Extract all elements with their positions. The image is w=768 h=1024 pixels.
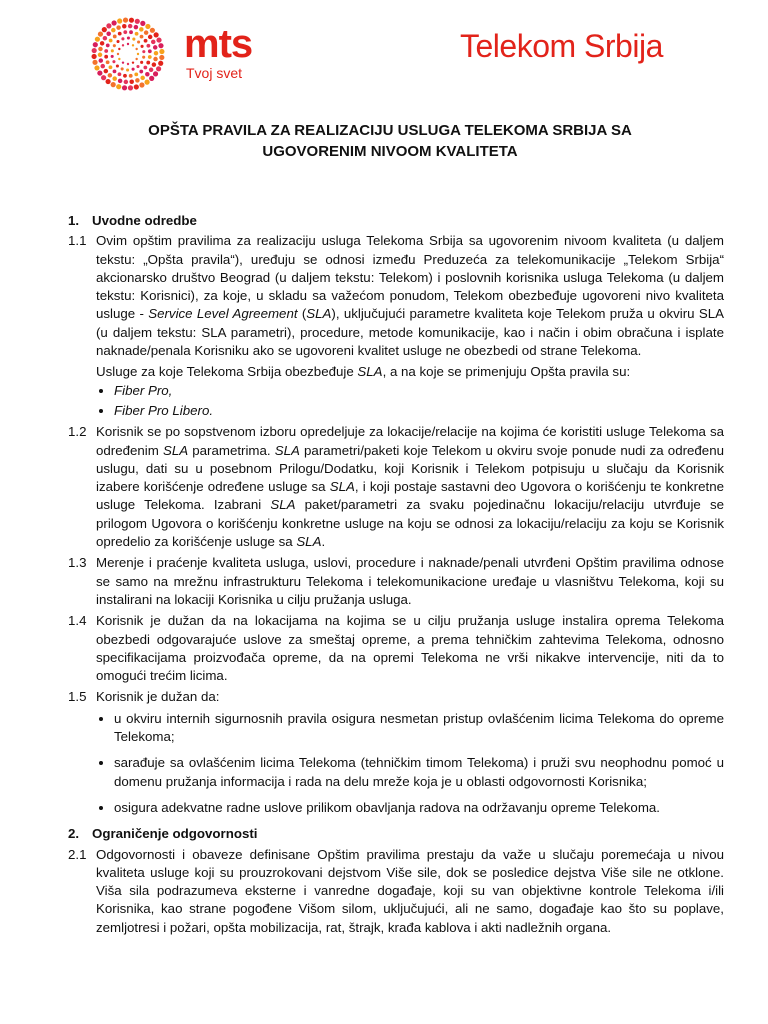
burst-dot [148, 35, 153, 40]
burst-dot [144, 80, 149, 85]
burst-dot [104, 55, 108, 59]
burst-dot [139, 27, 144, 32]
burst-dot [122, 61, 124, 63]
burst-dot [116, 84, 121, 89]
burst-dot [154, 51, 159, 56]
burst-dot [144, 30, 149, 34]
paragraph-text: Korisnik se po sopstvenom izboru opredeljuje za lokacije/relacije na kojima će koristiti usluge Telekoma sa određenim SLA parametrima. SLA parametri/paketi koje Telekom u okviru svoje ponude nudi za određenu uslugu, dati su u posebnom Prilogu/Dodatku, koji Korisnik i Telekom potpisuju u slučaju da Korisnik izabere korišćenje određene usluge sa SLA, i koji postaje sastavni deo Ugovora o korišćenju te konkretne usluge Telekoma. Izabrani SLA paket/parametri za svaku pojedinačnu lokaciju/relaciju utvrđuje se prilogom Ugovora o korišćenju konkretne usluge na koju se odnosi za lokaciju/relaciju za koju se Korisnik opredelio za korišćenje usluge sa SLA. [96, 424, 724, 550]
section-1-heading [68, 212, 724, 230]
burst-dot [118, 48, 120, 50]
burst-dot [121, 37, 124, 40]
burst-dot [106, 44, 110, 48]
paragraph-1-3 [68, 554, 724, 609]
paragraph-2-1 [68, 846, 724, 937]
burst-dot [118, 72, 122, 76]
burst-dot [123, 74, 127, 78]
section-title: Uvodne odredbe [92, 213, 197, 228]
burst-dot [142, 56, 145, 59]
burst-dot [92, 60, 97, 65]
section-title: Ograničenje odgovornosti [92, 826, 258, 842]
burst-dot [117, 53, 119, 55]
burst-dot [111, 28, 116, 33]
burst-dot [151, 40, 156, 45]
burst-dot [101, 64, 106, 69]
burst-dot [152, 62, 157, 67]
section-2-heading [68, 825, 724, 843]
burst-dot [124, 80, 129, 85]
burst-dot [146, 61, 150, 65]
burst-dot [104, 69, 109, 74]
burst-dot [128, 85, 133, 90]
list-item: • osigura adekvatne radne uslove prilikom obavljanja radova na održavanju opreme Telekoma. [114, 799, 724, 817]
burst-dot [109, 39, 113, 43]
document-title [70, 120, 710, 162]
burst-dot [93, 42, 98, 47]
burst-dot [153, 57, 158, 62]
burst-dot [144, 39, 148, 43]
burst-dot [139, 82, 144, 87]
paragraph-number: 1.2 [68, 424, 87, 440]
burst-dot [129, 74, 133, 78]
burst-dot [132, 44, 134, 46]
burst-dot [108, 73, 113, 78]
burst-dot [122, 44, 124, 46]
burst-dot [142, 50, 145, 53]
burst-dot [140, 61, 143, 64]
paragraph-text: Merenje i praćenje kvaliteta usluga, uslovi, procedure i naknade/penali utvrđeni Opštim pravilima odnose se samo na mrežnu infrastrukturu Telekoma i telekomunikacione uređaje u vlasništvu Telekoma, koji su instalirani na lokaciji Korisnika u cilju pružanja usluga. [96, 555, 724, 607]
burst-dot [148, 49, 152, 53]
burst-dot [156, 37, 161, 42]
burst-dot [159, 49, 164, 54]
burst-dot [158, 61, 163, 66]
burst-dot [149, 76, 154, 81]
paragraph-text: Korisnik je dužan da: [96, 689, 220, 705]
burst-dot [140, 76, 145, 81]
burst-dot [134, 25, 139, 30]
burst-dot [136, 65, 139, 68]
burst-dot [116, 64, 119, 67]
burst-dot [132, 38, 135, 41]
paragraph-1-4 [68, 612, 724, 685]
list-item: • u okviru internih sigurnosnih pravila osigura nesmetan pristup ovlašćenim licima Telekoma do opreme Telekoma; [114, 710, 724, 747]
burst-dot [111, 82, 116, 87]
burst-dot [132, 61, 134, 63]
burst-dot [137, 40, 140, 43]
title-line-2: UGOVORENIM NIVOOM KVALITETA [262, 143, 518, 160]
burst-dot [111, 55, 114, 58]
burst-dot [116, 25, 121, 30]
burst-dot [128, 24, 133, 29]
burst-dot [146, 44, 150, 48]
burst-dot [129, 18, 134, 23]
burst-dot [94, 65, 99, 70]
burst-dot [156, 66, 161, 71]
burst-dot [153, 71, 158, 76]
burst-dot [126, 68, 129, 71]
paragraph-number: 1.3 [68, 555, 87, 571]
list-item: • Fiber Pro, [114, 382, 724, 400]
burst-dot [140, 21, 145, 26]
document-body [68, 212, 724, 940]
burst-dot [135, 48, 137, 50]
burst-dot [123, 30, 127, 34]
services-list [96, 382, 724, 421]
paragraph-number: 1.1 [68, 233, 87, 249]
burst-dot [129, 80, 134, 85]
burst-dot [127, 36, 130, 39]
burst-dot [145, 24, 150, 29]
paragraph-1-5 [68, 688, 724, 706]
burst-dot [92, 48, 97, 53]
burst-dot [103, 36, 108, 41]
burst-dot [141, 45, 144, 48]
burst-dot [149, 68, 154, 73]
burst-dot [135, 58, 137, 60]
burst-dot [129, 30, 133, 34]
burst-dot [150, 28, 155, 33]
burst-dot [113, 44, 116, 47]
burst-dot [158, 43, 163, 48]
burst-dot [123, 17, 128, 22]
burst-dot [101, 75, 106, 80]
burst-dot [127, 63, 129, 65]
burst-dot [111, 49, 114, 52]
burst-dot [102, 27, 107, 32]
paragraph-1-2 [68, 423, 724, 551]
burst-dot [140, 35, 144, 39]
burst-dot [135, 32, 139, 36]
paragraph-number: 1.4 [68, 613, 87, 629]
list-item: • Fiber Pro Libero. [114, 402, 724, 420]
burst-dot [134, 72, 138, 76]
burst-dot [135, 19, 140, 24]
paragraph-1-1 [68, 232, 724, 360]
burst-dot [154, 32, 159, 37]
burst-dot [117, 18, 122, 23]
section-number: 1. [68, 213, 80, 228]
burst-dot [105, 79, 110, 84]
burst-dot [116, 40, 119, 43]
burst-dot [134, 84, 139, 89]
telekom-srbija-logo: Telekom Srbija [460, 28, 663, 64]
burst-dot [113, 69, 117, 73]
burst-dot [135, 78, 140, 83]
burst-dot [113, 35, 117, 39]
burst-dot [122, 24, 127, 29]
burst-dot [132, 68, 135, 71]
section-number: 2. [68, 826, 80, 842]
burst-dot [91, 54, 96, 59]
burst-dot [99, 58, 104, 63]
burst-dot [106, 31, 111, 36]
burst-dot [106, 23, 111, 28]
burst-dot [109, 65, 113, 69]
title-line-1: OPŠTA PRAVILA ZA REALIZACIJU USLUGA TELEKOMA SRBIJA SA [148, 122, 632, 139]
mts-wordmark: mts [184, 22, 253, 66]
burst-dot [122, 85, 127, 90]
mts-logo [90, 14, 270, 94]
burst-dot [118, 32, 122, 36]
burst-dot [153, 45, 158, 50]
burst-dot [98, 31, 103, 36]
paragraph-text: Korisnik je dužan da na lokacijama na kojima se u cilju pružanja usluge instalira oprema Telekoma obezbedi odgovarajuće uslove za smeštaj opreme, a prema tehničkim zahtevima Telekoma, odnosno specifikacijama proizvođača opreme, da na opremi Telekoma ne vrši nikakve intervencije, niti da to omogući trećim licima. [96, 613, 724, 684]
burst-dot [98, 47, 103, 52]
burst-dot [137, 53, 139, 55]
paragraph-text: Odgovornosti i obaveze definisane Opštim pravilima prestaju da važe u slučaju poremećaja u nivou kvaliteta usluge koji su prouzrokovani dejstvom Više sile, dok se posledice dejstva Više sile ne otklone. Viša sila podrazumeva eksterne i vanredne događaje, koji su van objektivne kontrole Telekoma i/ili Korisnika, kao strane pogođene Višom silom, uključujući, ali ne samo, događaje kao što su poplave, zemljotresi i požari, opšta mobilizacija, rat, štrajk, krađa kablova i akti nadležnih organa. [96, 846, 724, 935]
obligations-list [96, 710, 724, 817]
burst-dot [143, 66, 147, 70]
burst-dot [112, 76, 117, 81]
burst-dot [98, 53, 103, 58]
mts-slogan: Tvoj svet [186, 65, 243, 81]
paragraph-number: 2.1 [68, 846, 87, 862]
burst-dot [111, 20, 116, 25]
mts-burst-icon [90, 14, 180, 94]
burst-dot [100, 41, 105, 46]
burst-dot [97, 70, 102, 75]
burst-dot [139, 70, 143, 74]
burst-dot [145, 72, 150, 77]
burst-dot [118, 79, 123, 84]
burst-dot [104, 49, 108, 53]
burst-dot [148, 55, 152, 59]
paragraph-text: Ovim opštim pravilima za realizaciju usluga Telekoma Srbija sa ugovorenim nivoom kvaliteta (u daljem tekstu: „Opšta pravila“), uređuju se odnosi između Preduzeća za telekomunikacije „Telekom Srbija“ akcionarsko društvo Beograd (u daljem tekstu: Telekom) i poslovnih korisnika usluga Telekoma (u daljem tekstu: Korisnici), za koje, u skladu sa važećom ponudom, Telekom obezbeđuje ugovoreni nivo kvaliteta usluge - Service Level Agreement (SLA), uključujući parametre kvaliteta koje Telekom pruža u okviru SLA (u daljem tekstu: SLA parametri), procedure, metode komunikacije, kao i način i obim obračuna i isplate naknade/penala Korisniku ako se ugovoreni kvalitet usluge ne obezbedi od strane Telekoma. [96, 233, 724, 359]
burst-dot [127, 43, 129, 45]
burst-dot [106, 60, 110, 64]
paragraph-number: 1.5 [68, 689, 87, 705]
burst-dot [121, 67, 124, 70]
services-intro: Usluge za koje Telekoma Srbija obezbeđuje SLA, a na koje se primenjuju Opšta pravila su: [96, 364, 631, 380]
burst-dot [159, 55, 164, 60]
burst-dot [118, 58, 120, 60]
list-item: • sarađuje sa ovlašćenim licima Telekoma (tehničkim timom Telekoma) i pruži svu neophodnu pomoć u domenu pružanja informacija i rada na delu mreže koja je u oblasti odgovornosti Korisnika; [114, 754, 724, 791]
burst-dot [112, 60, 115, 63]
burst-dot [95, 37, 100, 42]
